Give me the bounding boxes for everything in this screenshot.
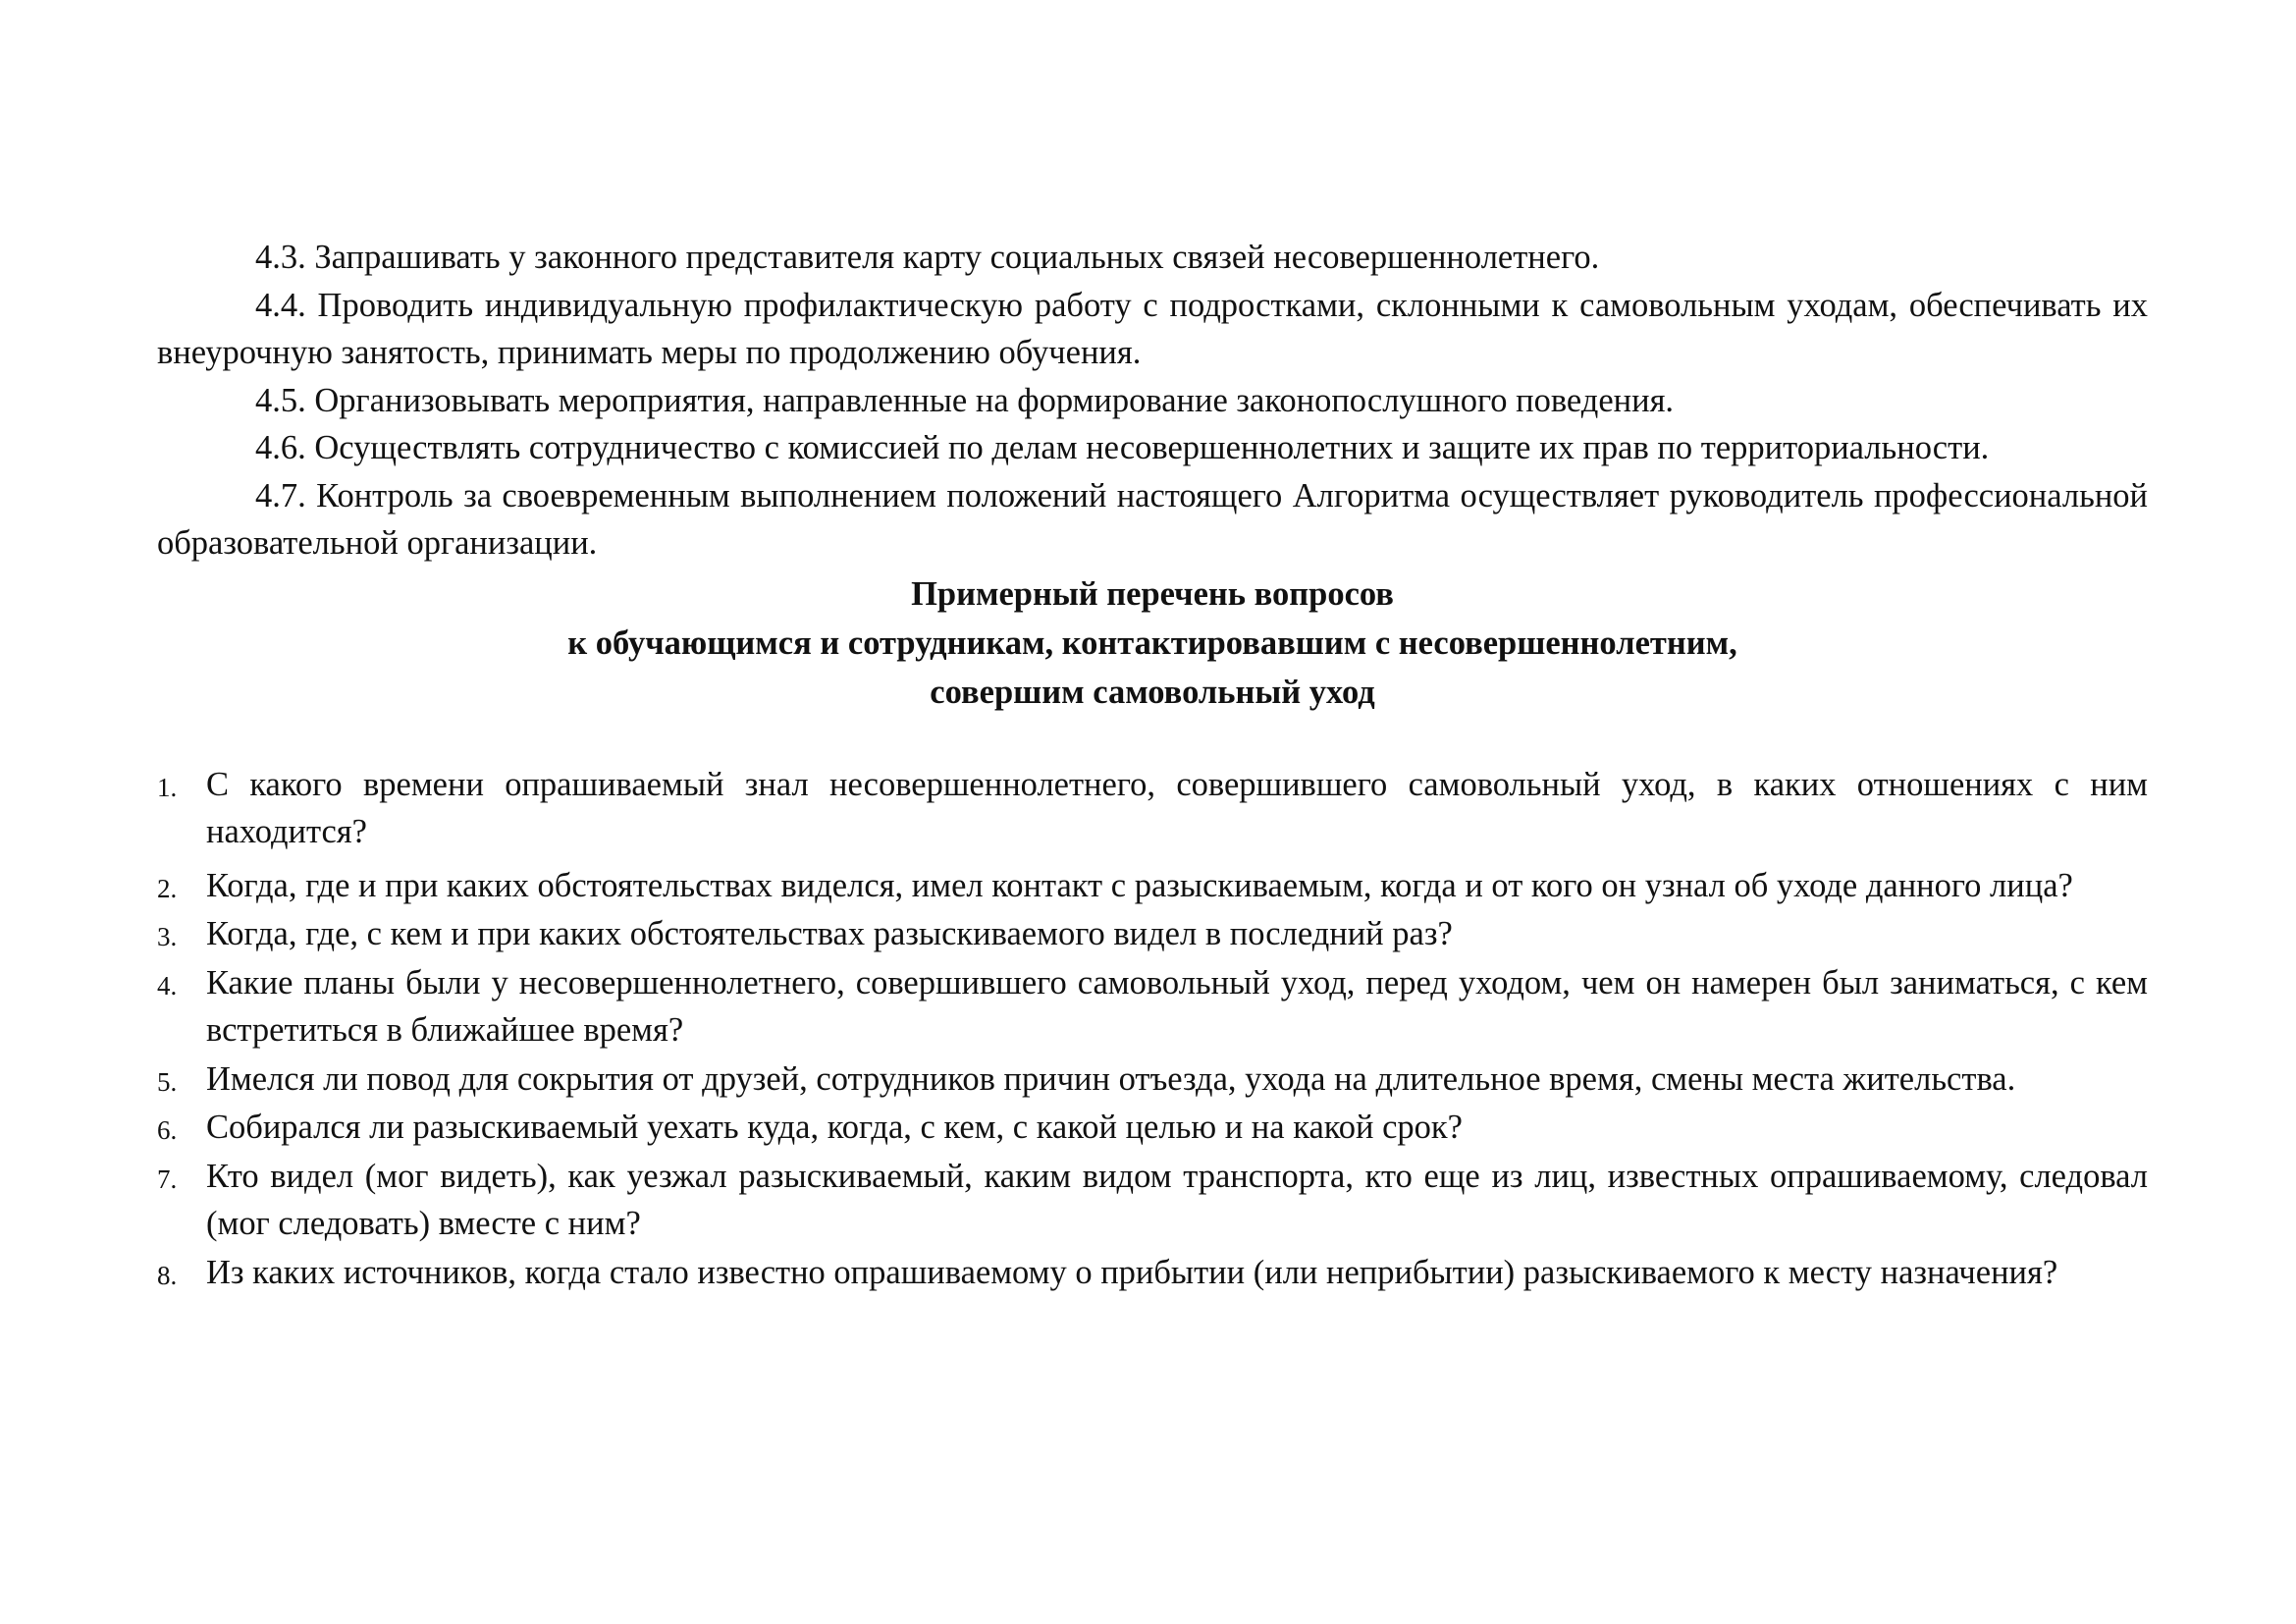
paragraph-4-7: 4.7. Контроль за своевременным выполнением положений настоящего Алгоритма осуществляет руководитель профессиональной образовательной организации.: [157, 476, 2148, 562]
list-item-number: 2.: [157, 873, 178, 903]
list-item: [157, 910, 2148, 958]
list-item-number: 3.: [157, 922, 178, 951]
list-item: [157, 761, 2148, 856]
list-item: [157, 1104, 2148, 1152]
list-item-text: Какие планы были у несовершеннолетнего, совершившего самовольный уход, перед уходом, чем он намерен был заниматься, с кем встретиться в ближайшее время?: [206, 963, 2148, 1049]
list-item: [157, 862, 2148, 910]
list-item-number: 6.: [157, 1115, 178, 1145]
list-item: [157, 1153, 2148, 1248]
section-heading: [157, 569, 2148, 717]
list-item-text: С какого времени опрашиваемый знал несовершеннолетнего, совершившего самовольный уход, в каких отношениях с ним находится?: [206, 765, 2148, 850]
list-item-text: Собирался ли разыскиваемый уехать куда, когда, с кем, с какой целью и на какой срок?: [206, 1109, 1463, 1146]
paragraph-4-6: 4.6. Осуществлять сотрудничество с комиссией по делам несовершеннолетних и защите их прав по территориальности.: [255, 429, 1990, 466]
paragraph-4-4: 4.4. Проводить индивидуальную профилактическую работу с подростками, склонными к самовольным уходам, обеспечивать их внеурочную занятость, принимать меры по продолжению обучения.: [157, 286, 2148, 371]
list-item: [157, 1056, 2148, 1104]
questions-list: [157, 761, 2148, 1297]
list-item-text: Имелся ли повод для сокрытия от друзей, сотрудников причин отъезда, ухода на длительное время, смены места жительства.: [206, 1059, 2016, 1098]
list-item-number: 1.: [157, 772, 178, 802]
list-item-number: 7.: [157, 1164, 178, 1194]
list-item-text: Кто видел (мог видеть), как уезжал разыскиваемый, каким видом транспорта, кто еще из лиц, известных опрашиваемому, следовал (мог следовать) вместе с ним?: [206, 1157, 2148, 1242]
paragraph-4-3: 4.3. Запрашивать у законного представителя карту социальных связей несовершеннолетнего.: [255, 239, 1600, 276]
document-body: [157, 234, 2148, 1297]
paragraph-4-5: 4.5. Организовывать мероприятия, направленные на формирование законопослушного поведения.: [255, 381, 1675, 419]
heading-line-2: к обучающимся и сотрудникам, контактировавшим с несовершеннолетним,: [567, 623, 1737, 662]
heading-line-3: совершим самовольный уход: [930, 673, 1375, 711]
list-item: [157, 959, 2148, 1055]
list-item: [157, 1249, 2148, 1297]
list-item-text: Из каких источников, когда стало известно опрашиваемому о прибытии (или неприбытии) разыскиваемого к месту назначения?: [206, 1253, 2058, 1291]
heading-line-1: Примерный перечень вопросов: [911, 574, 1394, 613]
list-item-text: Когда, где и при каких обстоятельствах виделся, имел контакт с разыскиваемым, когда и от кого он узнал об уходе данного лица?: [206, 866, 2073, 904]
list-item-number: 5.: [157, 1066, 178, 1097]
list-item-number: 4.: [157, 970, 178, 1001]
list-item-text: Когда, где, с кем и при каких обстоятельствах разыскиваемого видел в последний раз?: [206, 915, 1453, 952]
list-item-number: 8.: [157, 1260, 178, 1290]
